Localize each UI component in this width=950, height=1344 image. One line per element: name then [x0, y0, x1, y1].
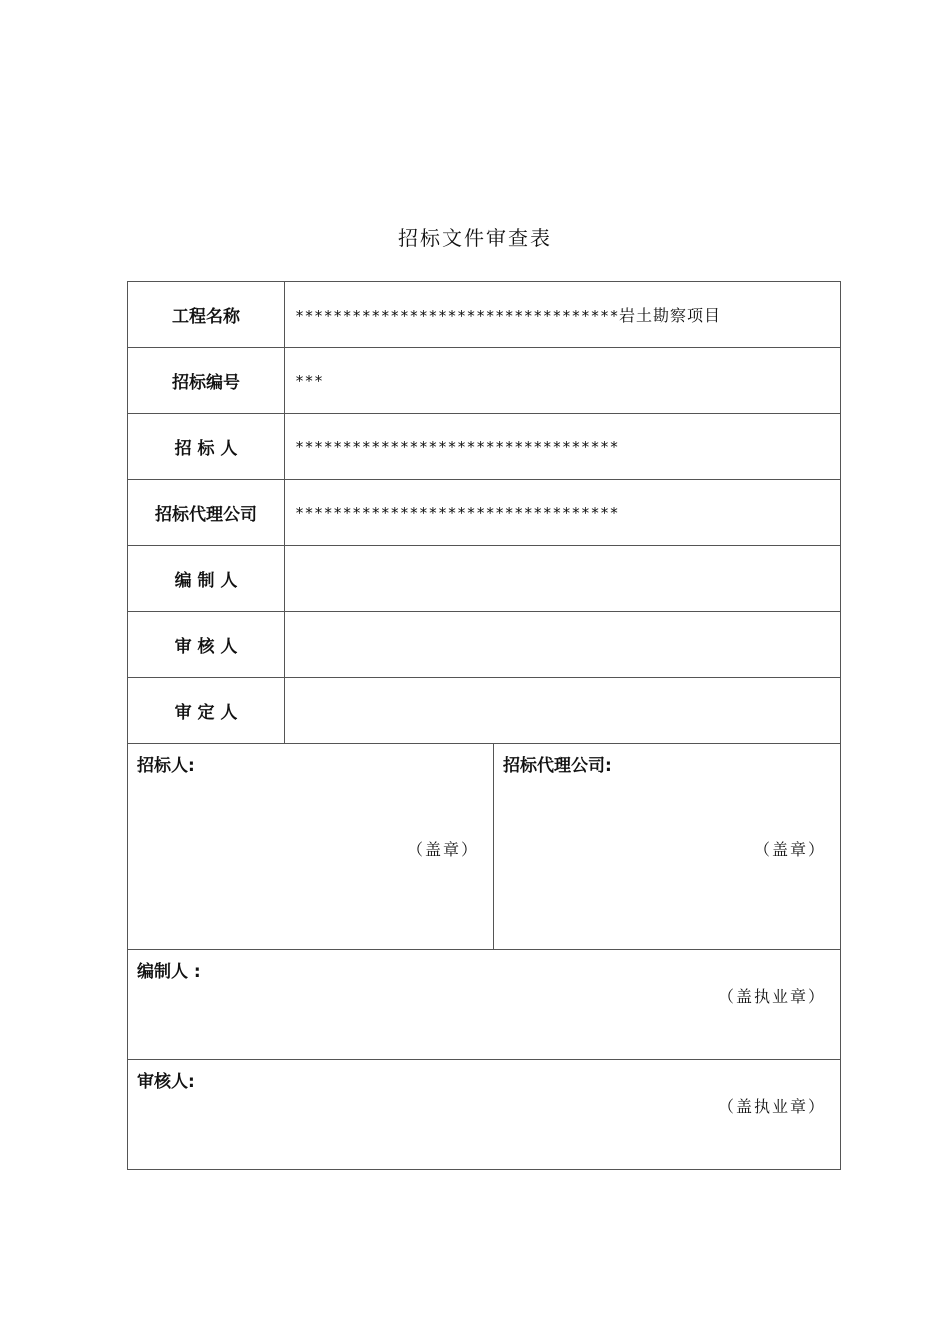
approver-label: 审 定 人 — [128, 678, 285, 744]
row-compiler — [128, 546, 841, 612]
agency-seal-note: （盖章） — [753, 840, 826, 859]
row-tender-number — [128, 348, 841, 414]
tenderer-seal-note: （盖章） — [406, 840, 479, 859]
project-name-label: 工程名称 — [128, 282, 285, 348]
row-approver — [128, 678, 841, 744]
row-project-name — [128, 282, 841, 348]
compiler-stamp-note: （盖执业章） — [717, 987, 826, 1006]
tenderer-seal-label: 招标人: — [137, 756, 195, 776]
row-seals — [128, 744, 841, 950]
project-name-suffix: 岩土勘察项目 — [619, 306, 722, 325]
compiler-label: 编 制 人 — [128, 546, 285, 612]
row-reviewer-stamp — [128, 1060, 841, 1170]
form-title: 招标文件审查表 — [398, 226, 552, 250]
tender-number-label: 招标编号 — [128, 348, 285, 414]
row-tenderer — [128, 414, 841, 480]
tenderer-seal-box[interactable] — [128, 744, 494, 950]
tenderer-label: 招 标 人 — [128, 414, 285, 480]
reviewer-value[interactable] — [285, 612, 841, 678]
row-compiler-stamp — [128, 950, 841, 1060]
reviewer-stamp-note: （盖执业章） — [717, 1097, 826, 1116]
agency-seal-label: 招标代理公司: — [503, 756, 612, 776]
tenderer-value[interactable]: ********************************** — [285, 414, 841, 480]
tender-number-value[interactable]: *** — [285, 348, 841, 414]
reviewer-label: 审 核 人 — [128, 612, 285, 678]
compiler-value[interactable] — [285, 546, 841, 612]
agency-label: 招标代理公司 — [128, 480, 285, 546]
project-name-value[interactable] — [285, 282, 841, 348]
reviewer-stamp-label: 审核人: — [137, 1072, 195, 1092]
agency-seal-box[interactable] — [494, 744, 841, 950]
agency-value[interactable]: ********************************** — [285, 480, 841, 546]
row-reviewer — [128, 612, 841, 678]
reviewer-stamp-box[interactable] — [128, 1060, 841, 1170]
row-agency — [128, 480, 841, 546]
project-name-mask: ********************************** — [295, 307, 620, 325]
approver-value[interactable] — [285, 678, 841, 744]
compiler-stamp-box[interactable] — [128, 950, 841, 1060]
compiler-stamp-label: 编制人 : — [137, 962, 201, 982]
review-table — [127, 281, 841, 1170]
